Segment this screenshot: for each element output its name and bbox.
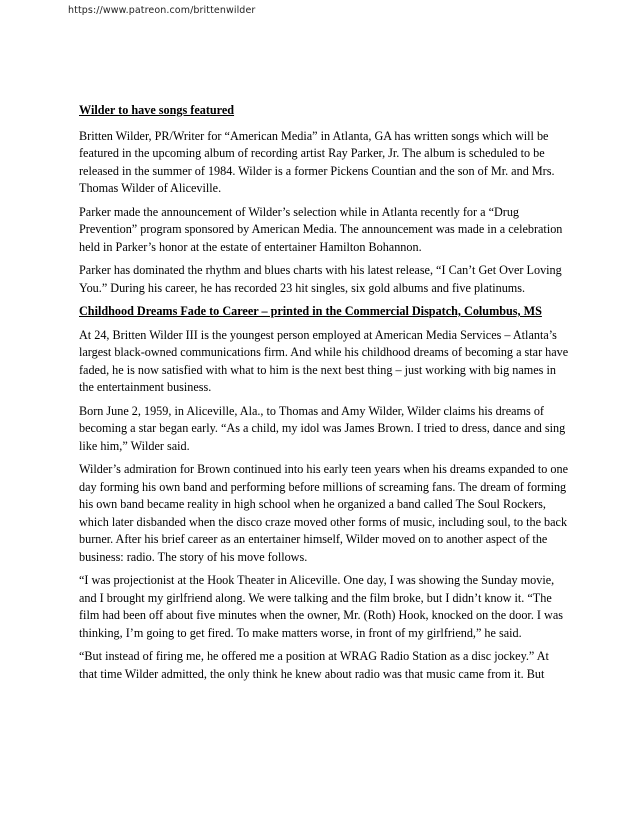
paragraph: Britten Wilder, PR/Writer for “American Media” in Atlanta, GA has written songs which will be featured in the upcoming album of recording artist Ray Parker, Jr. The album is scheduled to be released in the summer of 1984. Wilder is a former Pickens Countian and the son of Mr. and Mrs. Thomas Wilder of Aliceville. bbox=[79, 128, 555, 195]
paragraph: At 24, Britten Wilder III is the youngest person employed at American Media Services – Atlanta’s largest black-owned communications firm. And while his childhood dreams of becoming a star have faded, he is now satisfied with what to him is the next best thing – just working with big names in the entertainment business. bbox=[79, 327, 569, 394]
paragraph: Born June 2, 1959, in Aliceville, Ala., to Thomas and Amy Wilder, Wilder claims his dreams of becoming a star began early. “As a child, my idol was James Brown. I tried to dress, dance and sing like him,” Wilder said. bbox=[79, 403, 566, 453]
header-url: https://www.patreon.com/brittenwilder bbox=[68, 5, 256, 16]
paragraph: “But instead of firing me, he offered me a position at WRAG Radio Station as a disc jockey.” At that time Wilder admitted, the only think he knew about radio was that music came from it. But bbox=[79, 649, 549, 681]
document-body bbox=[79, 102, 569, 689]
paragraph: Wilder’s admiration for Brown continued into his early teen years when his dreams expanded to one day forming his own band and performing before millions of screaming fans. The dream of forming his own band became reality in high school when he organized a band called The Soul Rockers, which later disbanded when the disco craze moved other forms of music, including soul, to the back burner. After his brief career as an entertainer himself, Wilder moved on to another aspect of the business: radio. The story of his move follows. bbox=[79, 462, 569, 564]
article-heading-songs-featured: Wilder to have songs featured bbox=[79, 103, 235, 117]
article-heading-childhood-dreams: Childhood Dreams Fade to Career – printed in the Commercial Dispatch, Columbus, MS bbox=[79, 304, 542, 318]
paragraph: “I was projectionist at the Hook Theater in Aliceville. One day, I was showing the Sunday movie, and I brought my girlfriend along. We were talking and the film broke, but I didn’t know it. “The film had been off about five minutes when the owner, Mr. (Roth) Hook, knocked on the door. I was thinking, I’m going to get fired. To make matters worse, in front of my girlfriend,” he said. bbox=[79, 573, 563, 640]
paragraph: Parker has dominated the rhythm and blues charts with his latest release, “I Can’t Get Over Loving You.” During his career, he has recorded 23 hit singles, six gold albums and five platinums. bbox=[79, 263, 562, 295]
paragraph: Parker made the announcement of Wilder’s selection while in Atlanta recently for a “Drug Prevention” program sponsored by American Media. The announcement was made in a celebration held in Parker’s honor at the estate of entertainer Hamilton Bohannon. bbox=[79, 204, 563, 254]
